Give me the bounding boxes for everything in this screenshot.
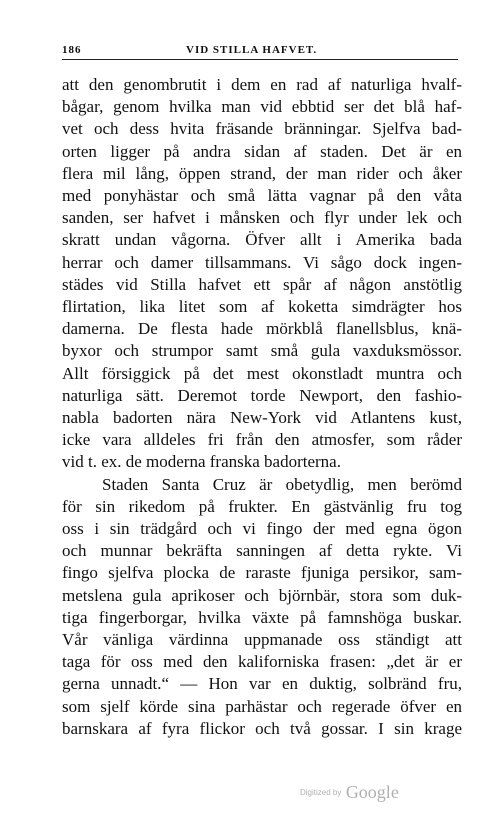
text-line: Allt försiggick på det mest okonstladt muntra och xyxy=(62,363,462,383)
text-line: Staden Santa Cruz är obetydlig, men berömd xyxy=(102,474,462,494)
text-line: flirtation, lika litet som af koketta simdrägter hos xyxy=(62,297,462,317)
digitized-by-text: Digitized by xyxy=(300,788,342,797)
text-line: taga för oss med den kaliforniska frasen: „det är er xyxy=(62,652,462,672)
text-line: byxor och strumpor samt små gula vaxduksmössor. xyxy=(62,341,462,361)
paragraph xyxy=(62,474,462,740)
text-line: barnskara af fyra flickor och två gossar. I sin krage xyxy=(62,718,462,738)
text-line: vid t. ex. de moderna franska badorterna. xyxy=(62,452,341,472)
text-line: nabla badorten nära New-York vid Atlantens kust, xyxy=(62,408,462,428)
text-line: flera mil lång, öppen strand, der man rider och åker xyxy=(62,163,462,183)
body-text xyxy=(62,74,462,740)
text-line: damerna. De flesta hade mörkblå flanellsblus, knä- xyxy=(62,319,462,339)
text-line: skratt undan vågorna. Öfver allt i Amerika bada xyxy=(62,230,462,250)
digitized-footer xyxy=(300,782,399,803)
text-line: oss i sin trädgård och vi fingo der med egna ögon xyxy=(62,519,462,539)
header-rule xyxy=(62,59,458,60)
text-line: icke vara alldeles fri från den atmosfer, som råder xyxy=(62,430,462,450)
text-line: tiga fingerborgar, hvilka växte på famnshöga buskar. xyxy=(62,607,462,627)
text-line: och munnar bekräfta sanningen af detta rykte. Vi xyxy=(62,541,462,561)
text-line: bågar, genom hvilka man vid ebbtid ser det blå haf- xyxy=(62,97,462,117)
text-line: fingo sjelfva plocka de raraste fjuniga persikor, sam- xyxy=(62,563,462,583)
text-line: städes vid Stilla hafvet ett spår af någon anstötlig xyxy=(62,274,462,294)
text-line: Vår vänliga värdinna uppmanade oss ständigt att xyxy=(62,630,462,650)
text-line: med ponyhästar och små lätta vagnar på den våta xyxy=(62,186,462,206)
text-line: orten ligger på andra sidan af staden. Det är en xyxy=(62,141,462,161)
google-logo: Google xyxy=(345,782,399,802)
page-number: 186 xyxy=(62,44,82,56)
running-head: VID STILLA HAFVET. xyxy=(186,44,318,56)
text-line: naturliga sätt. Deremot torde Newport, den fashio- xyxy=(62,385,462,405)
paragraph xyxy=(62,74,462,474)
text-line: som sjelf körde sina parhästar och regerade öfver en xyxy=(62,696,462,716)
text-line: gerna unnadt.“ — Hon var en duktig, solbränd fru, xyxy=(62,674,462,694)
text-line: att den genombrutit i dem en rad af naturliga hvalf- xyxy=(62,75,462,94)
text-line: vet och dess hvita fräsande bränningar. Sjelfva bad- xyxy=(62,119,462,139)
text-line: sanden, ser hafvet i månsken och flyr under lek och xyxy=(62,208,462,228)
text-line: herrar och damer tillsammans. Vi sågo dock ingen- xyxy=(62,252,462,272)
text-line: metslena gula aprikoser och björnbär, stora som duk- xyxy=(62,585,462,605)
text-line: för sin rikedom på frukter. En gästvänlig fru tog xyxy=(62,496,462,516)
